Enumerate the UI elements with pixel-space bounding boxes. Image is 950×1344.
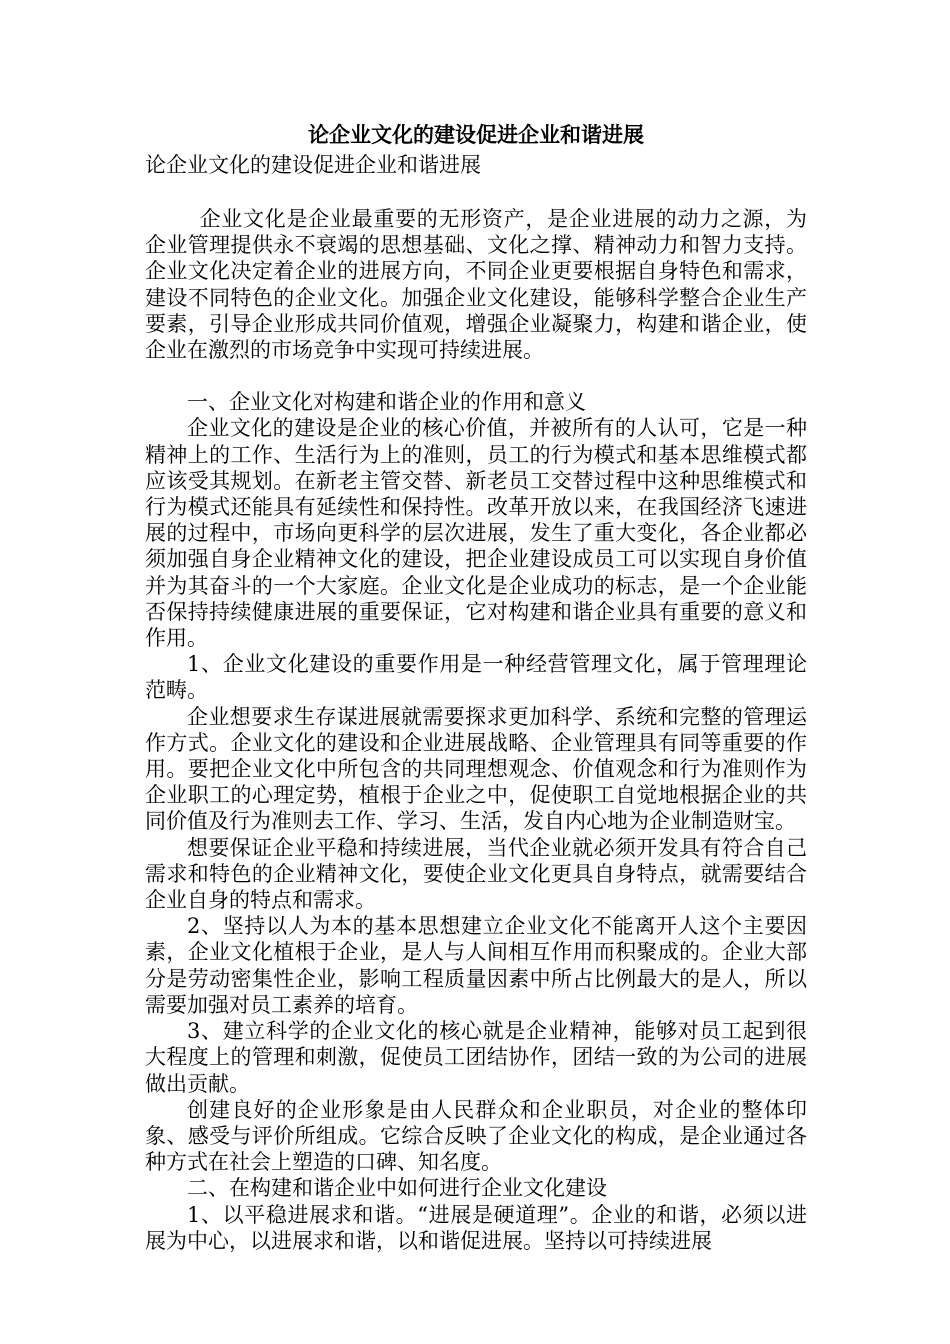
section-heading-2: 二、在构建和谐企业中如何进行企业文化建设 <box>187 1176 607 1201</box>
paragraph-intro: 企业文化是企业最重要的无形资产，是企业进展的动力之源，为企业管理提供永不衰竭的思想基础、文化之撑、精神动力和智力支持。企业文化决定着企业的进展方向，不同企业更要根据自身特色和需求，建设不同特色的企业文化。加强企业文化建设，能够科学整合企业生产要素，引导企业形成共同价值观，增强企业凝聚力，构建和谐企业，使企业在激烈的市场竞争中实现可持续进展。 <box>145 207 807 363</box>
subheading-2-1: 1、以平稳进展求和谐。“进展是硬道理”。企业的和谐，必须以进展为中心，以进展求和谐，以和谐促进展。坚持以可持续进展 <box>145 1202 807 1253</box>
paragraph-image: 创建良好的企业形象是由人民群众和企业职员，对企业的整体印象、感受与评价所组成。它综合反映了企业文化的构成，是企业通过各种方式在社会上塑造的口碑、知名度。 <box>145 1097 807 1175</box>
section-heading-1: 一、企业文化对构建和谐企业的作用和意义 <box>187 390 586 415</box>
document-subtitle: 论企业文化的建设促进企业和谐进展 <box>145 153 481 177</box>
document-body <box>145 118 807 1254</box>
paragraph-management: 企业想要求生存谋进展就需要探求更加科学、系统和完整的管理运作方式。企业文化的建设和企业进展战略、企业管理具有同等重要的作用。要把企业文化中所包含的共同理想观念、价值观念和行为准则作为企业职工的心理定势，植根于企业之中，促使职工自觉地根据企业的共同价值及行为准则去工作、学习、生活，发自内心地为企业制造财宝。 <box>145 704 807 834</box>
paragraph-stability: 想要保证企业平稳和持续进展，当代企业就必须开发具有符合自己需求和特色的企业精神文化，要使企业文化更具自身特点，就需要结合企业自身的特点和需求。 <box>145 835 807 913</box>
subheading-1-1: 1、企业文化建设的重要作用是一种经营管理文化，属于管理理论范畴。 <box>145 652 807 703</box>
subheading-1-2: 2、坚持以人为本的基本思想建立企业文化不能离开人这个主要因素，企业文化植根于企业，是人与人间相互作用而积聚成的。企业大部分是劳动密集性企业，影响工程质量因素中所占比例最大的是人，所以需要加强对员工素养的培育。 <box>145 914 807 1017</box>
document-title: 论企业文化的建设促进企业和谐进展 <box>308 122 644 147</box>
blank-line <box>145 363 807 389</box>
paragraph-section-1: 企业文化的建设是企业的核心价值，并被所有的人认可，它是一种精神上的工作、生活行为上的准则，员工的行为模式和基本思维模式都应该受其规划。在新老主管交替、新老员工交替过程中这种思维模式和行为模式还能具有延续性和保持性。改革开放以来，在我国经济飞速进展的过程中，市场向更科学的层次进展，发生了重大变化，各企业都必须加强自身企业精神文化的建设，把企业建设成员工可以实现自身价值并为其奋斗的一个大家庭。企业文化是企业成功的标志，是一个企业能否保持持续健康进展的重要保证，它对构建和谐企业具有重要的意义和作用。 <box>145 416 807 651</box>
subheading-1-3: 3、建立科学的企业文化的核心就是企业精神，能够对员工起到很大程度上的管理和刺激，促使员工团结协作，团结一致的为公司的进展做出贡献。 <box>145 1019 807 1096</box>
blank-line <box>145 178 807 206</box>
